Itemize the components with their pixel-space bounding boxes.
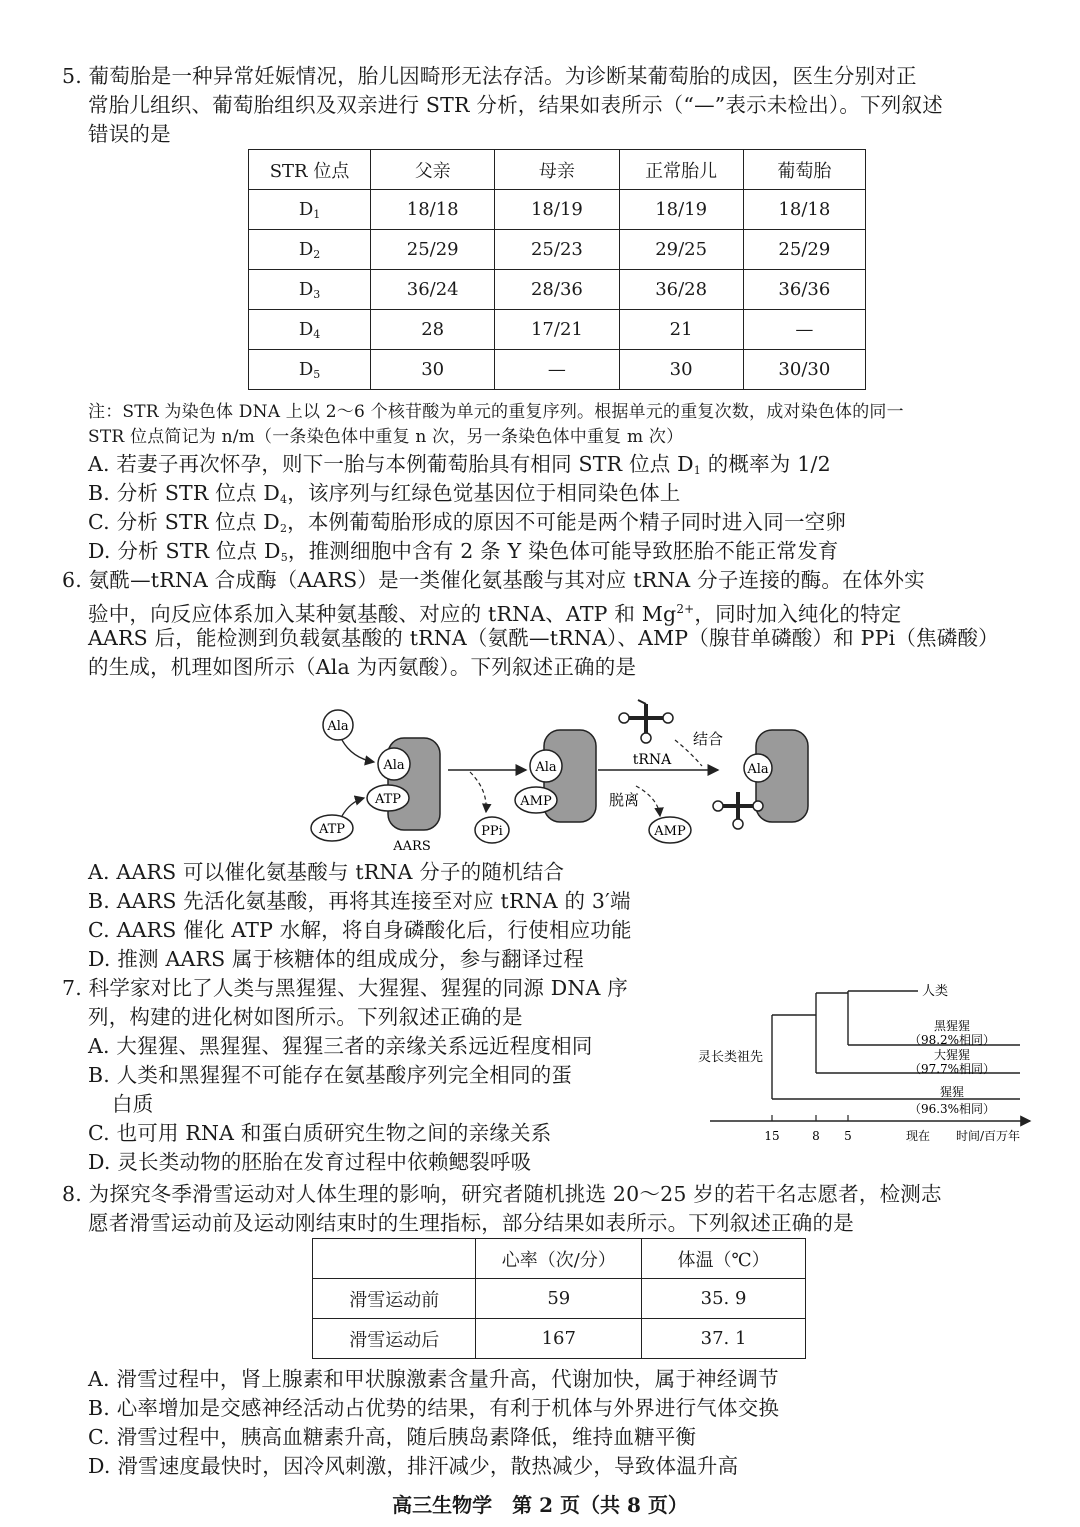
q8-option-a: A. 滑雪过程中，肾上腺素和甲状腺激素含量升高，代谢加快，属于神经调节 [88, 1367, 779, 1391]
chimp-pct: （98.2%相同） [908, 1033, 996, 1047]
table-cell: 59 [476, 1279, 642, 1319]
table-cell: 滑雪运动前 [313, 1279, 476, 1319]
table-cell: 18/18 [371, 190, 495, 230]
q5-option-c: C. 分析 STR 位点 $D_2$，本例葡萄胎形成的原因不可能是两个精子同时进入同一空卵 [88, 510, 847, 535]
aars-label: AARS [393, 839, 431, 854]
amp-released-label: AMP [654, 824, 686, 839]
ala-label: Ala [327, 719, 349, 734]
table-cell: 30 [619, 350, 743, 390]
q7-option-b: B. 人类和黑猩猩不可能存在氨基酸序列完全相同的蛋 [88, 1063, 573, 1087]
q5-option-a: A. 若妻子再次怀孕，则下一胎与本例葡萄胎具有相同 STR 位点 $D_1$ 的概率为 1/2 [88, 452, 831, 477]
table-cell: 36/28 [619, 270, 743, 310]
q7-option-c: C. 也可用 RNA 和蛋白质研究生物之间的亲缘关系 [88, 1121, 552, 1145]
gorilla-pct: （97.7%相同） [908, 1062, 996, 1076]
header-cell [313, 1239, 476, 1279]
chimp-label: 黑猩猩 [933, 1019, 971, 1033]
table-cell: 18/19 [619, 190, 743, 230]
orang-label: 猩猩 [939, 1085, 965, 1099]
tick-label: 15 [764, 1129, 780, 1143]
table-row [249, 190, 866, 230]
table-cell: 18/19 [495, 190, 619, 230]
table-cell: 25/23 [495, 230, 619, 270]
q8-option-b: B. 心率增加是交感神经活动占优势的结果，有利于机体与外界进行气体交换 [88, 1396, 780, 1420]
tick-label: 5 [844, 1129, 852, 1143]
q7-option-b-cont: 白质 [112, 1092, 154, 1116]
header-cell: 正常胎儿 [619, 150, 743, 190]
table-cell: 167 [476, 1319, 642, 1359]
tree-root-label: 灵长类祖先 [698, 1050, 764, 1065]
table-cell: 28/36 [495, 270, 619, 310]
table-row [249, 350, 866, 390]
atp-free-label: ATP [318, 822, 346, 837]
q6-option-d: D. 推测 AARS 属于核糖体的组成成分，参与翻译过程 [88, 947, 584, 971]
ala-bound-label: Ala [535, 760, 557, 775]
header-cell: 母亲 [495, 150, 619, 190]
header-cell: STR 位点 [249, 150, 371, 190]
table-row [249, 270, 866, 310]
table-cell: 21 [619, 310, 743, 350]
q8-stem-line-2: 愿者滑雪运动前及运动刚结束时的生理指标，部分结果如表所示。下列叙述正确的是 [88, 1211, 854, 1235]
q6-option-c: C. AARS 催化 ATP 水解，将自身磷酸化后，行使相应功能 [88, 918, 632, 942]
header-cell: 体温（℃） [642, 1239, 806, 1279]
evolution-tree [690, 975, 1040, 1150]
ppi-label: PPi [481, 824, 503, 839]
q6-stem-line-4: 的生成，机理如图所示（Ala 为丙氨酸）。下列叙述正确的是 [88, 655, 637, 679]
table-cell: 36/36 [743, 270, 865, 310]
release-label: 脱离 [608, 791, 640, 809]
orang-pct: （96.3%相同） [908, 1102, 996, 1116]
table-cell: 35. 9 [642, 1279, 806, 1319]
q5-option-b: B. 分析 STR 位点 $D_4$，该序列与红绿色觉基因位于相同染色体上 [88, 481, 681, 506]
page-footer: 高三生物学 第 2 页（共 8 页） [392, 1493, 688, 1517]
table-cell: — [743, 310, 865, 350]
bind-label: 结合 [692, 730, 724, 748]
table-row [249, 230, 866, 270]
table-cell: 18/18 [743, 190, 865, 230]
locus-cell: $D_5$ [249, 350, 371, 390]
q8-stem-line-1: 8. 为探究冬季滑雪运动对人体生理的影响，研究者随机挑选 20～25 岁的若干名志愿者，检测志 [62, 1182, 942, 1206]
table-row [313, 1279, 806, 1319]
trna-icon [619, 700, 673, 743]
atp-bound-label: ATP [374, 792, 402, 807]
q6-stem-line-3: AARS 后，能检测到负载氨基酸的 tRNA（氨酰—tRNA）、AMP（腺苷单磷酸）和 PPi（焦磷酸） [88, 626, 999, 650]
amp-bound-label: AMP [520, 794, 552, 809]
q6-stem-line-1: 6. 氨酰—tRNA 合成酶（AARS）是一类催化氨基酸与其对应 tRNA 分子连接的酶。在体外实 [62, 568, 925, 592]
q5-stem-line-3: 错误的是 [88, 122, 171, 146]
table-cell: 25/29 [371, 230, 495, 270]
table-cell: 28 [371, 310, 495, 350]
table-cell: 29/25 [619, 230, 743, 270]
table-cell: 36/24 [371, 270, 495, 310]
q5-option-d: D. 分析 STR 位点 $D_5$，推测细胞中含有 2 条 Y 染色体可能导致胚胎不能正常发育 [88, 539, 839, 564]
axis-label: 时间/百万年 [955, 1129, 1021, 1143]
q7-stem-line-1: 7. 科学家对比了人类与黑猩猩、大猩猩、猩猩的同源 DNA 序 [62, 976, 628, 1000]
q5-note-line-1: 注：STR 为染色体 DNA 上以 2～6 个核苷酸为单元的重复序列。根据单元的重复次数，成对染色体的同一 [88, 402, 904, 422]
q6-option-a: A. AARS 可以催化氨基酸与 tRNA 分子的随机结合 [88, 860, 565, 884]
q8-option-c: C. 滑雪过程中，胰高血糖素升高，随后胰岛素降低，维持血糖平衡 [88, 1425, 697, 1449]
table-cell: 25/29 [743, 230, 865, 270]
trna-label: tRNA [632, 752, 672, 768]
q5-stem-line-1: 5. 葡萄胎是一种异常妊娠情况，胎儿因畸形无法存活。为诊断某葡萄胎的成因，医生分别对正 [62, 64, 917, 88]
table-cell: 30 [371, 350, 495, 390]
human-label: 人类 [922, 984, 949, 999]
table-cell: 37. 1 [642, 1319, 806, 1359]
aars-mechanism-diagram [290, 690, 830, 860]
locus-cell: $D_2$ [249, 230, 371, 270]
table-row [249, 310, 866, 350]
locus-cell: $D_1$ [249, 190, 371, 230]
header-cell: 父亲 [371, 150, 495, 190]
ala-bound-label: Ala [383, 758, 405, 773]
q7-option-a: A. 大猩猩、黑猩猩、猩猩三者的亲缘关系远近程度相同 [88, 1034, 593, 1058]
q6-option-b: B. AARS 先活化氨基酸，再将其连接至对应 tRNA 的 3′端 [88, 889, 631, 913]
table-cell: — [495, 350, 619, 390]
locus-cell: $D_4$ [249, 310, 371, 350]
table-cell: 17/21 [495, 310, 619, 350]
table-cell: 30/30 [743, 350, 865, 390]
table-row [313, 1319, 806, 1359]
gorilla-label: 大猩猩 [933, 1048, 971, 1062]
q8-option-d: D. 滑雪速度最快时，因冷风刺激，排汗减少，散热减少，导致体温升高 [88, 1454, 739, 1478]
locus-cell: $D_3$ [249, 270, 371, 310]
q5-stem-line-2: 常胎儿组织、葡萄胎组织及双亲进行 STR 分析，结果如表所示（“—”表示未检出）。下列叙述 [88, 93, 943, 117]
str-table [248, 149, 866, 390]
q7-option-d: D. 灵长类动物的胚胎在发育过程中依赖鳃裂呼吸 [88, 1150, 532, 1174]
str-table-header [249, 150, 866, 190]
q7-stem-line-2: 列，构建的进化树如图所示。下列叙述正确的是 [88, 1005, 523, 1029]
tick-label: 8 [812, 1129, 820, 1143]
table-cell: 滑雪运动后 [313, 1319, 476, 1359]
ski-table [312, 1238, 806, 1359]
ski-table-header [313, 1239, 806, 1279]
ala-bound-label: Ala [747, 762, 769, 777]
header-cell: 心率（次/分） [476, 1239, 642, 1279]
q5-note-line-2: STR 位点简记为 n/m（一条染色体中重复 n 次，另一条染色体中重复 m 次） [88, 427, 684, 447]
header-cell: 葡萄胎 [743, 150, 865, 190]
now-label: 现在 [905, 1129, 931, 1143]
q6-stem-line-2: 验中，向反应体系加入某种氨基酸、对应的 tRNA、ATP 和 $Mg^{2+}$，同时加入纯化的特定 [88, 602, 902, 626]
